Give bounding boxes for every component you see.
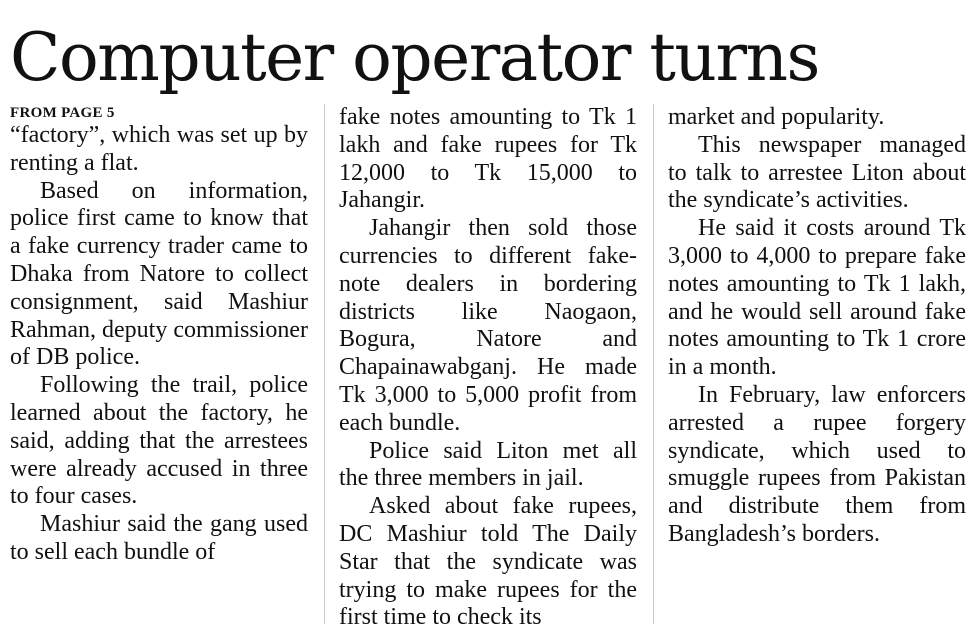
column-divider [324, 104, 325, 624]
paragraph: This newspaper managed to talk to arrestee Liton about the syndicate’s activities. [668, 131, 966, 214]
article-column-3 [668, 104, 966, 549]
paragraph: In February, law enforcers arrested a rupee forgery syndicate, which used to smuggle rupees from Pakistan and distribute them from Bangladesh’s borders. [668, 381, 966, 547]
paragraph: Police said Liton met all the three members in jail. [339, 437, 637, 492]
paragraph: Jahangir then sold those currencies to different fake-note dealers in bordering districts like Naogaon, Bogura, Natore and Chapainawabganj. He made Tk 3,000 to 5,000 profit from each bundle. [339, 215, 637, 436]
paragraph: Asked about fake rupees, DC Mashiur told The Daily Star that the syndicate was trying to make rupees for the first time to check its [339, 493, 637, 631]
paragraph: Mashiur said the gang used to sell each bundle of [10, 511, 308, 565]
paragraph: Following the trail, police learned about the factory, he said, adding that the arrestees were already accused in three to four cases. [10, 372, 308, 510]
paragraph: He said it costs around Tk 3,000 to 4,000 to prepare fake notes amounting to Tk 1 lakh, and he would sell around fake notes amounting to Tk 1 crore in a month. [668, 215, 966, 381]
article-column-1 [10, 104, 308, 567]
headline: Computer operator turns [10, 19, 819, 96]
paragraph: “factory”, which was set up by renting a flat. [10, 122, 308, 176]
paragraph: market and popularity. [668, 104, 885, 130]
article-column-2 [339, 104, 637, 632]
column-divider [653, 104, 654, 624]
paragraph: fake notes amounting to Tk 1 lakh and fake rupees for Tk 12,000 to Tk 15,000 to Jahangir. [339, 104, 637, 214]
jump-label: FROM PAGE 5 [10, 105, 115, 121]
paragraph: Based on information, police first came to know that a fake currency trader came to Dhaka from Natore to collect consignment, said Mashiur Rahman, deputy commissioner of DB police. [10, 177, 308, 371]
